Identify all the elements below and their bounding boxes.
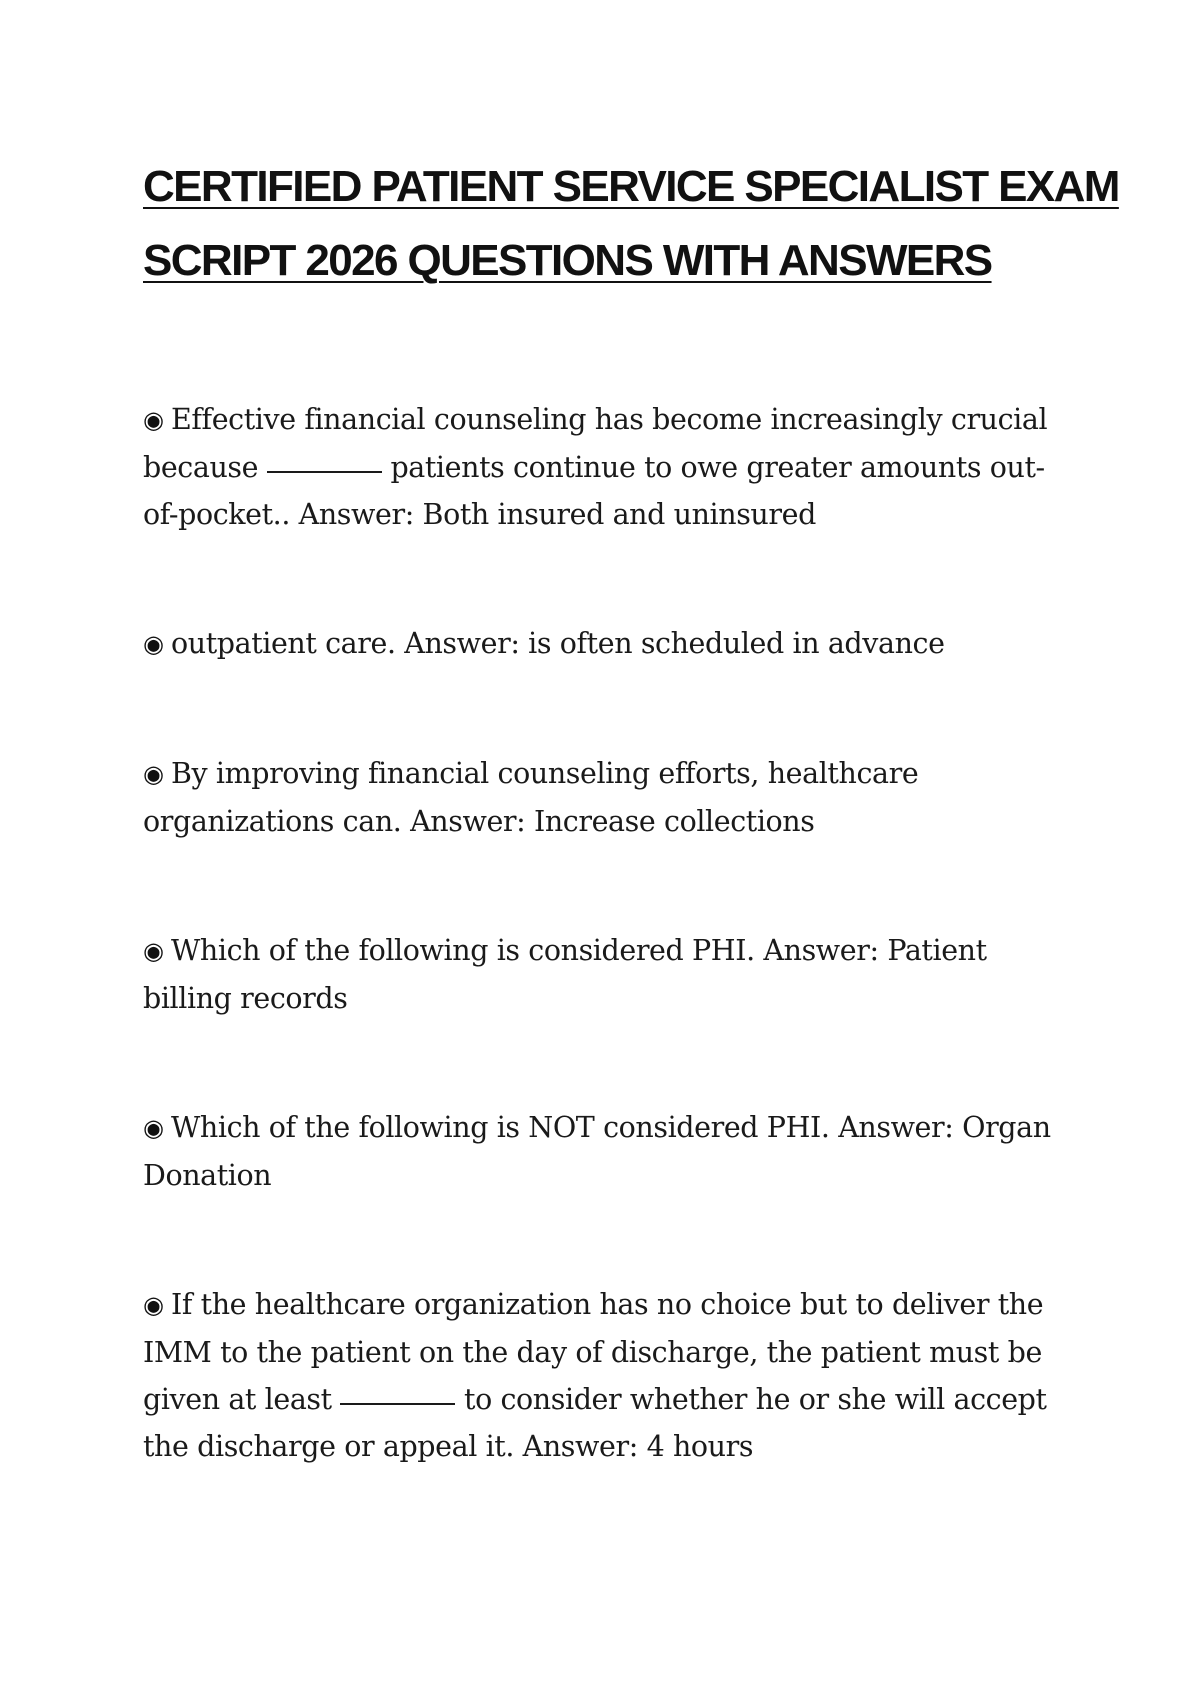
bullet-icon: ◉ [143, 630, 164, 658]
qa-text-part: If the healthcare organization has no choice but to deliver the IMM to the patient on the day of discharge, the patient must be given at least [143, 1288, 1044, 1416]
bullet-icon: ◉ [143, 1291, 164, 1319]
bullet-icon: ◉ [143, 937, 164, 965]
qa-text-part: Effective financial counseling has become increasingly crucial because [143, 403, 1048, 484]
qa-text: Which of the following is considered PHI. Answer: Patient billing records [143, 934, 987, 1015]
qa-text: outpatient care. Answer: is often scheduled in advance [171, 627, 945, 660]
title-line-2: SCRIPT 2026 QUESTIONS WITH ANSWERS [143, 236, 992, 285]
answer-blank [340, 1402, 455, 1405]
document-page [143, 150, 1119, 1552]
qa-text: By improving financial counseling efforts, healthcare organizations can. Answer: Increase collections [143, 757, 919, 838]
qa-item-4 [143, 927, 1073, 1022]
qa-text-part: patients continue to owe greater amounts out-of-pocket.. Answer: Both insured and uninsured [143, 451, 1045, 531]
qa-text: Which of the following is NOT considered PHI. Answer: Organ Donation [143, 1111, 1051, 1192]
qa-item-5 [143, 1104, 1073, 1199]
qa-item-6 [143, 1281, 1073, 1470]
bullet-icon: ◉ [143, 406, 164, 434]
bullet-icon: ◉ [143, 1114, 164, 1142]
qa-item-1 [143, 396, 1073, 538]
qa-text-part: to consider whether he or she will accept the discharge or appeal it. Answer: 4 hours [143, 1383, 1047, 1463]
title-line-1: CERTIFIED PATIENT SERVICE SPECIALIST EXAM [143, 162, 1119, 211]
qa-item-3 [143, 750, 1073, 845]
question-answer-list [143, 396, 1073, 1470]
bullet-icon: ◉ [143, 760, 164, 788]
answer-blank [267, 470, 382, 473]
qa-item-2 [143, 620, 1073, 668]
document-title [143, 150, 1119, 298]
